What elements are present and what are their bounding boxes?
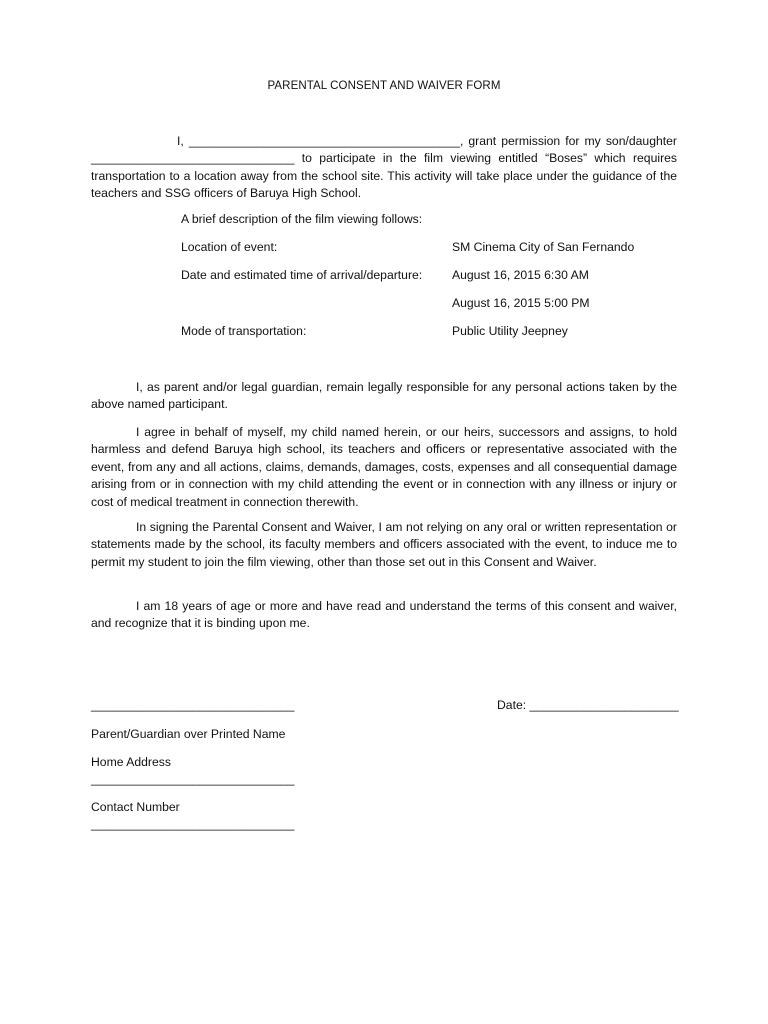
brief-description-heading: A brief description of the film viewing follows: (181, 212, 423, 226)
date-row (181, 268, 681, 286)
location-label: Location of event: (181, 240, 278, 254)
departure-value: August 16, 2015 5:00 PM (452, 296, 590, 310)
contact-number-label: Contact Number (91, 800, 180, 814)
hold-harmless-paragraph (91, 424, 677, 511)
date-time-label: Date and estimated time of arrival/departure: (181, 268, 423, 282)
transport-row (181, 324, 681, 342)
date-field[interactable]: Date: ______________________ (497, 698, 679, 712)
age-text: I am 18 years of age or more and have read and understand the terms of this consent and waiver, and recognize that it is binding upon me. (91, 599, 677, 631)
location-value: SM Cinema City of San Fernando (452, 240, 635, 254)
transport-value: Public Utility Jeepney (452, 324, 568, 338)
reliance-text: In signing the Parental Consent and Waiver, I am not relying on any oral or written representation or statements made by the school, its faculty members and officers associated with the event, to induce me to permit my student to join the film viewing, other than those set out in this Consent and Waiver. (91, 520, 677, 569)
intro-text: I, ________________________________________, grant permission for my son/daughter ______________________________ to participate in the film viewing entitled “Boses” which requires transportation to a location away from the school site. This activity will take place under the guidance of the teachers and SSG officers of Baruya High School. (91, 134, 677, 201)
location-row (181, 240, 681, 258)
age-paragraph (91, 598, 677, 633)
arrival-value: August 16, 2015 6:30 AM (452, 268, 589, 282)
contact-number-line[interactable]: ______________________________ (91, 817, 295, 831)
signature-caption: Parent/Guardian over Printed Name (91, 727, 286, 741)
departure-row (181, 296, 681, 314)
home-address-label: Home Address (91, 755, 171, 769)
reliance-paragraph (91, 519, 677, 571)
hold-harmless-text: I agree in behalf of myself, my child named herein, or our heirs, successors and assigns, to hold harmless and defend Baruya high school, its teachers and officers or representative associated with the event, from any and all actions, claims, demands, damages, costs, expenses and all consequential damage arising from or in connection with my child attending the event or in connection with any illness or injury or cost of medical treatment in connection therewith. (91, 425, 677, 509)
form-title: PARENTAL CONSENT AND WAIVER FORM (267, 80, 501, 92)
intro-paragraph (91, 133, 677, 203)
home-address-line[interactable]: ______________________________ (91, 772, 295, 786)
responsibility-paragraph (91, 379, 677, 414)
signature-line[interactable]: ______________________________ (91, 698, 295, 712)
transport-label: Mode of transportation: (181, 324, 307, 338)
responsibility-text: I, as parent and/or legal guardian, remain legally responsible for any personal actions taken by the above named participant. (91, 380, 677, 412)
